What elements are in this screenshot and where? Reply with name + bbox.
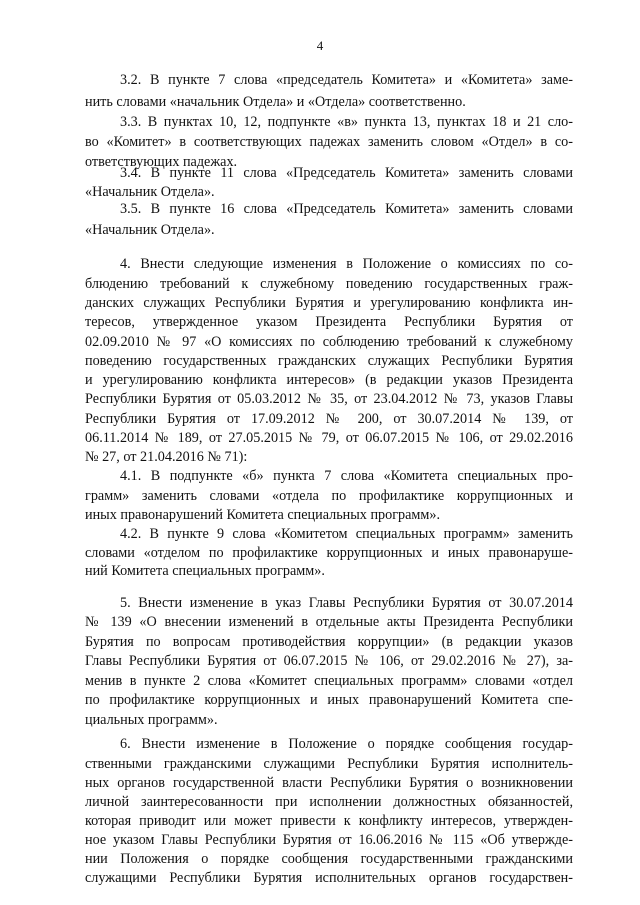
text-line: циальных программ». — [85, 712, 218, 728]
text-line: «Начальник Отдела». — [85, 222, 215, 238]
text-line: 3.5. В пункте 16 слова «Председатель Комитета» заменить словами — [120, 201, 573, 217]
text-line: 3.2. В пункте 7 слова «председатель Комитета» и «Комитета» заме- — [120, 72, 573, 88]
text-line: ственными гражданскими служащими Республики Бурятия исполнитель- — [85, 756, 573, 772]
text-line: 5. Внести изменение в указ Главы Республики Бурятия от 30.07.2014 — [120, 595, 573, 611]
text-line: 02.09.2010 № 97 «О комиссиях по соблюдению требований к служебному — [85, 334, 573, 350]
text-line: блюдению требований к служебному поведению государственных граж- — [85, 276, 573, 292]
text-line: тересов, утвержденное указом Президента Республики Бурятия от — [85, 314, 573, 330]
text-line: по профилактике коррупционных и иных правонарушений Комитета спе- — [85, 692, 573, 708]
text-line: Главы Республики Бурятия от 06.07.2015 № 106, от 29.02.2016 № 27), за- — [85, 653, 573, 669]
text-line: 3.4. В пункте 11 слова «Председатель Комитета» заменить словами — [120, 165, 573, 181]
text-line: 4.2. В пункте 9 слова «Комитетом специальных программ» заменить — [120, 526, 573, 542]
text-line: 6. Внести изменение в Положение о порядке сообщения государ- — [120, 736, 573, 752]
text-line: ных органов государственной власти Республики Бурятия о возникновении — [85, 775, 573, 791]
text-line: иных правонарушений Комитета специальных программ». — [85, 507, 441, 523]
text-line: которая приводит или может привести к конфликту интересов, утвержден- — [85, 813, 573, 829]
text-line: ний Комитета специальных программ». — [85, 563, 325, 579]
text-line: менив в пункте 2 слова «Комитет специальных программ» словами «отдел — [85, 673, 573, 689]
text-line: Бурятия по вопросам противодействия коррупции» (в редакции указов — [85, 634, 573, 650]
text-line: ответствующих падежах. — [85, 154, 238, 170]
text-line: ное указом Главы Республики Бурятия от 16.06.2016 № 115 «Об утвержде- — [85, 832, 573, 848]
text-line: поведению государственных гражданских служащих Республики Бурятия — [85, 353, 573, 369]
text-line: личной заинтересованности при исполнении должностных обязанностей, — [85, 794, 573, 810]
text-line: «Начальник Отдела». — [85, 184, 215, 200]
text-line: № 27, от 21.04.2016 № 71): — [85, 449, 248, 465]
text-line: и урегулированию конфликта интересов» (в редакции указов Президента — [85, 372, 573, 388]
text-line: 4. Внести следующие изменения в Положение о комиссиях по со- — [120, 256, 573, 272]
text-line: служащими Республики Бурятия исполнительных органов государствен- — [85, 870, 573, 886]
text-line: 3.3. В пунктах 10, 12, подпункте «в» пункта 13, пунктах 18 и 21 сло- — [120, 114, 573, 130]
page-number: 4 — [316, 38, 324, 53]
text-line: нии Положения о порядке сообщения государственными гражданскими — [85, 851, 573, 867]
text-line: грамм» заменить словами «отдела по профилактике коррупционных и — [85, 488, 573, 504]
text-line: словами «отделом по профилактике коррупционных и иных правонаруше- — [85, 545, 573, 561]
text-line: № 139 «О внесении изменений в отдельные акты Президента Республики — [85, 614, 573, 630]
text-line: 4.1. В подпункте «б» пункта 7 слова «Комитета специальных про- — [120, 468, 573, 484]
text-line: Республики Бурятия от 05.03.2012 № 35, от 23.04.2012 № 73, указов Главы — [85, 391, 573, 407]
text-line: Республики Бурятия от 17.09.2012 № 200, от 30.07.2014 № 139, от — [85, 411, 573, 427]
text-line: нить словами «начальник Отдела» и «Отдела» соответственно. — [85, 94, 466, 110]
text-line: 06.11.2014 № 189, от 27.05.2015 № 79, от 06.07.2015 № 106, от 29.02.2016 — [85, 430, 573, 446]
text-line: данских служащих Республики Бурятия и урегулированию конфликта ин- — [85, 295, 573, 311]
text-line: во «Комитет» в соответствующих падежах заменить словом «Отдел» в со- — [85, 134, 573, 150]
